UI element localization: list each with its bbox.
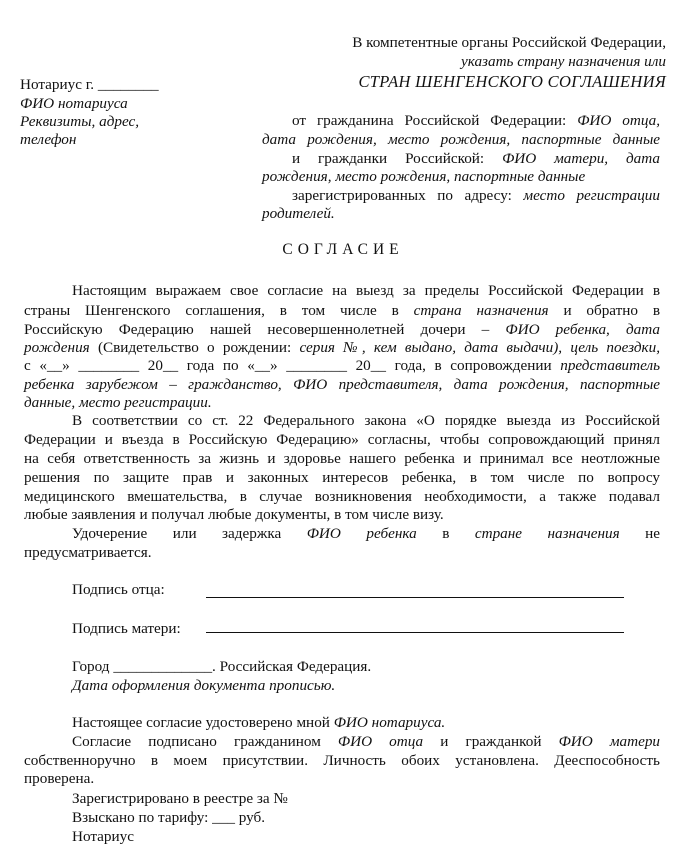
para3-text: не bbox=[645, 525, 661, 542]
from-address-label: зарегистрированных по адресу: bbox=[292, 187, 512, 204]
from-mother-name: ФИО матери, дата bbox=[502, 150, 661, 167]
from-line-1 bbox=[292, 112, 660, 130]
para3-line-2: предусматривается. bbox=[24, 544, 152, 561]
father-signature-line[interactable] bbox=[206, 597, 624, 598]
cert-line-1 bbox=[72, 714, 445, 732]
para1-text: (Свидетельство о рождении: bbox=[97, 339, 292, 356]
para2-line-3: на себя ответственность за жизнь и здоровье нашего ребенка и принимал все неотложные bbox=[24, 450, 660, 467]
para3-line-1 bbox=[72, 525, 660, 543]
from-line-6: родителей. bbox=[262, 205, 335, 222]
notary-city-blank: ________ bbox=[97, 76, 159, 93]
para3-text: Удочерение или задержка bbox=[72, 525, 282, 542]
para1-line-2 bbox=[24, 302, 660, 320]
from-father-label: от гражданина Российской Федерации: bbox=[292, 112, 567, 129]
para1-text: страны Шенгенского соглашения, в том числе в bbox=[24, 302, 399, 319]
para3-text: в bbox=[442, 525, 450, 542]
from-line-5 bbox=[292, 187, 660, 205]
from-line-3 bbox=[292, 150, 660, 168]
para1-child-name: ФИО ребенка, дата bbox=[505, 321, 660, 338]
cert-father-name: ФИО отца bbox=[337, 733, 424, 750]
addressee-line-2: указать страну назначения или bbox=[461, 53, 666, 70]
from-mother-label: и гражданки Российской: bbox=[292, 150, 485, 167]
para1-certificate: серия №, кем выдано, дата выдачи), bbox=[299, 339, 563, 356]
date-note: Дата оформления документа прописью. bbox=[72, 677, 336, 694]
para1-line-3 bbox=[24, 321, 660, 339]
from-address-value: место регистрации bbox=[523, 187, 660, 204]
para2-line-5: медицинского вмешательства, в случае возникновения необходимости, а также подавал bbox=[24, 488, 660, 505]
cert-text: и гражданкой bbox=[440, 733, 542, 750]
from-father-name: ФИО отца, bbox=[577, 112, 660, 129]
addressee-line-1: В компетентные органы Российской Федерации, bbox=[352, 34, 666, 51]
notary-details: Реквизиты, адрес, bbox=[20, 113, 140, 130]
notary-phone: телефон bbox=[20, 131, 77, 148]
para2-line-4: решения по защите прав и законных интересов ребенка, в том числе по вопросу bbox=[24, 469, 660, 486]
father-signature-label: Подпись отца: bbox=[72, 581, 165, 598]
para1-dates: с «__» ________ 20__ года по «__» ________ 20__ года, в сопровождении bbox=[24, 357, 552, 374]
notary-name: ФИО нотариуса bbox=[20, 95, 128, 112]
mother-signature-line[interactable] bbox=[206, 632, 624, 633]
para3-child-name: ФИО ребенка bbox=[306, 525, 417, 542]
para2-line-6: любые заявления и получал любые документы, в том числе визу. bbox=[24, 506, 444, 523]
document-title: СОГЛАСИЕ bbox=[282, 241, 404, 258]
cert-line-2 bbox=[72, 733, 660, 751]
para1-text: Российскую Федерацию нашей несовершеннолетней дочери – bbox=[24, 321, 490, 338]
cert-text: Настоящее согласие удостоверено мной bbox=[72, 714, 330, 731]
from-line-4: рождения, место рождения, паспортные данные bbox=[262, 168, 586, 185]
para1-destination: страна назначения bbox=[413, 302, 549, 319]
para1-birth: рождения bbox=[24, 339, 90, 356]
para1-line-4 bbox=[24, 339, 660, 357]
addressee-line-3: СТРАН ШЕНГЕНСКОГО СОГЛАШЕНИЯ bbox=[358, 72, 666, 91]
registry-line: Зарегистрировано в реестре за № bbox=[72, 790, 288, 807]
para1-line-1: Настоящим выражаем свое согласие на выезд за пределы Российской Федерации в bbox=[72, 282, 660, 299]
cert-text: Согласие подписано гражданином bbox=[72, 733, 321, 750]
cert-notary-name: ФИО нотариуса. bbox=[333, 714, 446, 731]
tariff-line: Взыскано по тарифу: ___ руб. bbox=[72, 809, 266, 826]
para2-line-1: В соответствии со ст. 22 Федерального закона «О порядке выезда из Российской bbox=[72, 412, 660, 429]
from-line-2: дата рождения, место рождения, паспортные данные bbox=[262, 131, 660, 148]
para3-destination: стране назначения bbox=[474, 525, 620, 542]
cert-line-3: собственноручно в моем присутствии. Личность обоих установлена. Дееспособность bbox=[24, 752, 660, 769]
city-suffix: . Российская Федерация. bbox=[212, 658, 372, 675]
para1-representative: представитель bbox=[560, 357, 660, 374]
para1-line-6: ребенка зарубежом – гражданство, ФИО представителя, дата рождения, паспортные bbox=[24, 376, 660, 393]
notary-signature-label: Нотариус bbox=[72, 828, 134, 845]
city-label: Город bbox=[72, 658, 110, 675]
para1-text: и обратно в bbox=[563, 302, 661, 319]
para1-line-7: данные, место регистрации. bbox=[24, 394, 212, 411]
para2-line-2: Федерации и въезда в Российскую Федерацию» согласны, чтобы сопровождающий принял bbox=[24, 431, 660, 448]
mother-signature-label: Подпись матери: bbox=[72, 620, 181, 637]
para1-purpose: цель поездки, bbox=[570, 339, 661, 356]
cert-mother-name: ФИО матери bbox=[558, 733, 661, 750]
city-blank: _____________ bbox=[113, 658, 213, 675]
cert-line-4: проверена. bbox=[24, 770, 95, 787]
city-line bbox=[72, 658, 371, 676]
notary-city-label: Нотариус г. bbox=[20, 76, 95, 93]
notary-city bbox=[20, 76, 159, 94]
para1-line-5 bbox=[24, 357, 660, 375]
